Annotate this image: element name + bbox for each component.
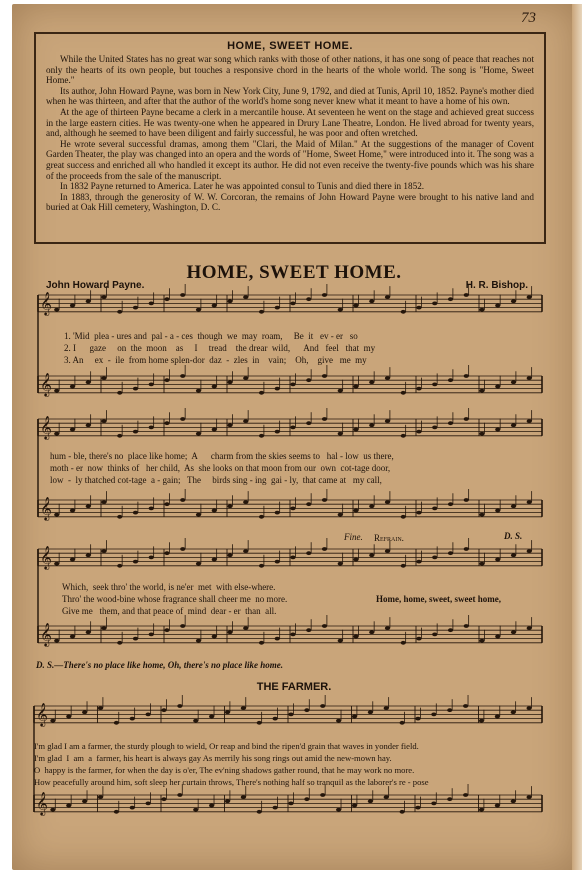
composer-credit: H. R. Bishop. xyxy=(465,280,528,291)
verse-line-1-system-2: hum - ble, there's no place like home; A charm from the skies seems to hal - low us there, xyxy=(50,451,394,461)
svg-text:𝄞: 𝄞 xyxy=(36,702,48,726)
svg-text:𝄞: 𝄞 xyxy=(36,791,48,815)
history-heading: HOME, SWEET HOME. xyxy=(227,40,353,52)
verse-line-2-system-2: moth - er now thinks of her child, As she looks on that moon from our own cot-tage door, xyxy=(50,463,391,473)
staff-system-2-bass xyxy=(38,489,542,521)
history-paragraph-5: In 1832 Payne returned to America. Later he was appointed consul to Tunis and died there in 1852. xyxy=(60,181,425,192)
staff-system-1-treble xyxy=(38,284,542,316)
history-paragraph-6: In 1883, through the generosity of W. W. Corcoran, the remains of John Howard Payne were brought to his native land and buried at Oak Hill cemetery, Washington, D. C. xyxy=(46,191,534,213)
verse-line-3-system-1: 3. An ex - ile from home splen-dor daz - zles in vain; Oh, give me my xyxy=(64,355,367,365)
verse-line-2-system-3: Thro' the wood-bine whose fragrance shall cheer me no more. xyxy=(62,594,288,604)
fine-marking: Fine. xyxy=(344,532,363,542)
svg-text:𝄞: 𝄞 xyxy=(40,372,52,396)
lyricist-credit: John Howard Payne. xyxy=(46,280,145,291)
verse-line-3-system-2: low - ly thatched cot-tage a - gain; The birds sing - ing gai - ly, that came at my call, xyxy=(50,475,382,485)
svg-text:𝄞: 𝄞 xyxy=(40,291,52,315)
verse-line-3-system-3: Give me them, and that peace of mind dear - er than all. xyxy=(62,606,277,616)
svg-text:𝄞: 𝄞 xyxy=(40,622,52,646)
refrain-text: Home, home, sweet, sweet home, xyxy=(376,594,501,604)
farmer-verse-1: I'm glad I am a farmer, the sturdy plough to wield, Or reap and bind the ripen'd grain that waves in yonder field. xyxy=(34,741,419,751)
staff-system-2-treble xyxy=(38,408,542,440)
history-paragraph-4: He wrote several successful dramas, among them "Clari, the Maid of Milan." At the suggestions of the manager of Covent Garden Theater, the play was changed into an opera and the words of "Home, Sweet Home," were introduced into it. The song was a great success and enriched all who handled it except its author. He did not even receive the twenty-five pounds which was his share of the proceeds from the sale of the manuscript. xyxy=(46,138,534,181)
song-title: HOME, SWEET HOME. xyxy=(186,262,402,283)
farmer-staff-bass xyxy=(34,784,542,816)
da-segno-note: D. S.—There's no place like home, Oh, there's no place like home. xyxy=(36,660,283,670)
verse-line-1-system-1: 1. 'Mid plea - ures and pal - a - ces though we may roam, Be it ev - er so xyxy=(64,331,358,341)
svg-text:𝄞: 𝄞 xyxy=(40,545,52,569)
book-page xyxy=(12,4,576,870)
farmer-staff-treble xyxy=(34,695,542,727)
refrain-marking: Refrain. xyxy=(374,533,404,543)
farmer-verse-4: How peacefully around him, soft sleep her curtain throws, There's nothing half so tranquil as the laborer's re - pose xyxy=(34,777,429,787)
farmer-title: THE FARMER. xyxy=(256,681,332,693)
verse-line-2-system-1: 2. I gaze on the moon as I tread the drear wild, And feel that my xyxy=(64,343,376,353)
page-number: 73 xyxy=(521,10,536,26)
staff-system-3-treble xyxy=(38,538,542,570)
staff-system-3-bass xyxy=(38,615,542,647)
history-paragraph-1: While the United States has no great war song which ranks with those of other nations, it has one song of peace that reaches not only the hearts of its own people, but touches a responsive chord in the hearts of the whole world. The song is "Home, Sweet Home." xyxy=(46,54,534,86)
svg-text:𝄞: 𝄞 xyxy=(40,496,52,520)
staff-system-1-bass xyxy=(38,365,542,397)
history-paragraph-3: At the age of thirteen Payne became a clerk in a mercantile house. At seventeen he went on the stage and achieved great success in the large eastern cities. He was twenty-one when he appeared in Drury Lane Theatre, London. He lived abroad for twenty years, and, although he seemed to have been diligent and fairly successful, he was poor and often wretched. xyxy=(46,106,534,139)
farmer-verse-3: O happy is the farmer, for when the day is o'er, The ev'ning shadows gather round, that he may work no more. xyxy=(34,765,415,775)
verse-line-1-system-3: Which, seek thro' the world, is ne'er met with else-where. xyxy=(62,582,276,592)
history-paragraph-2: Its author, John Howard Payne, was born in New York City, June 9, 1792, and died at Tunis, April 10, 1852. Payne's mother died when he was thirteen, and after that the author of the world's home song never knew what it meant to have a home of his own. xyxy=(46,85,534,107)
ds-marking: D. S. xyxy=(504,531,523,541)
svg-text:𝄞: 𝄞 xyxy=(40,415,52,439)
farmer-verse-2: I'm glad I am a farmer, his heart is always gay As merrily his song rings out amid the new-mown hay. xyxy=(34,753,392,763)
